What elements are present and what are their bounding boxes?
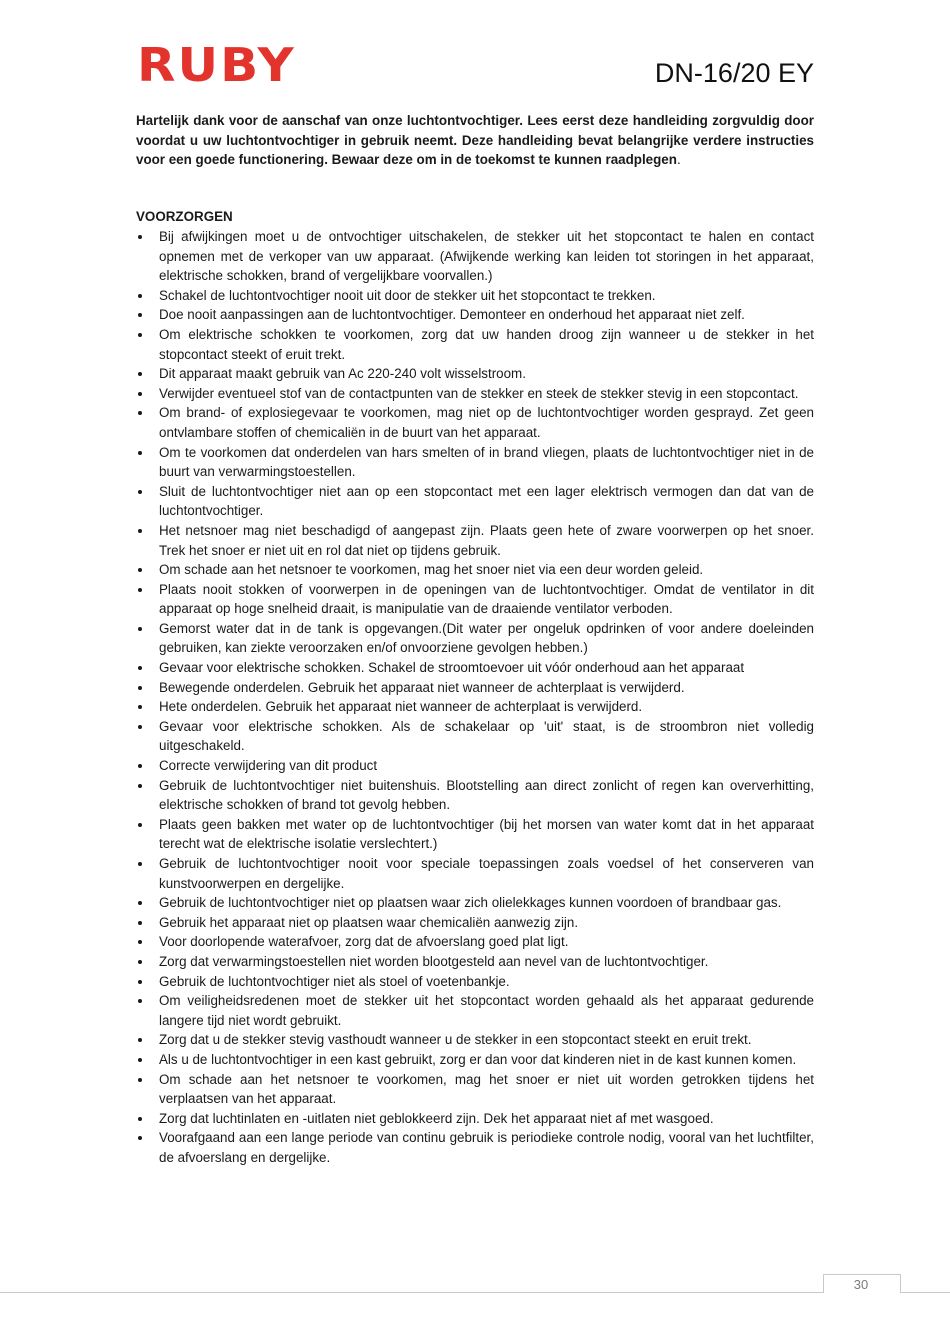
- bullet-icon: [138, 490, 142, 494]
- list-item: [136, 913, 814, 933]
- page-number: 30: [853, 1277, 869, 1292]
- list-item-text: Schakel de luchtontvochtiger nooit uit door de stekker uit het stopcontact te trekken.: [159, 287, 656, 303]
- list-item-text: Plaats geen bakken met water op de luchtontvochtiger (bij het morsen van water komt dat in het apparaat terecht wat de elektrische isolatie verslechtert.): [159, 816, 814, 852]
- list-item-text: Om te voorkomen dat onderdelen van hars smelten of in brand vliegen, plaats de luchtontvochtiger niet in de buurt van verwarmingstoestellen.: [159, 444, 814, 480]
- list-item: [136, 815, 814, 854]
- intro-paragraph: [136, 111, 814, 170]
- bullet-icon: [138, 686, 142, 690]
- bullet-icon: [138, 823, 142, 827]
- list-item-text: Als u de luchtontvochtiger in een kast gebruikt, zorg er dan voor dat kinderen niet in de kast kunnen komen.: [159, 1051, 797, 1067]
- list-item: [136, 1050, 814, 1070]
- list-item: [136, 403, 814, 442]
- bullet-icon: [138, 411, 142, 415]
- list-item: [136, 227, 814, 286]
- list-item-text: Plaats nooit stokken of voorwerpen in de openingen van de luchtontvochtiger. Omdat de ventilator in dit apparaat op hoge snelheid draait, is manipulatie van de draaiende ventilator verboden.: [159, 581, 814, 617]
- list-item-text: Bewegende onderdelen. Gebruik het apparaat niet wanneer de achterplaat is verwijderd.: [159, 679, 685, 695]
- list-item: [136, 991, 814, 1030]
- list-item-text: Gebruik de luchtontvochtiger niet als stoel of voetenbankje.: [159, 973, 510, 989]
- precautions-list: [136, 227, 814, 1168]
- list-item: [136, 932, 814, 952]
- list-item: [136, 952, 814, 972]
- bullet-icon: [138, 1038, 142, 1042]
- list-item: [136, 580, 814, 619]
- bullet-icon: [138, 1136, 142, 1140]
- list-item-text: Zorg dat u de stekker stevig vasthoudt wanneer u de stekker in een stopcontact steekt en eruit trekt.: [159, 1032, 752, 1048]
- list-item-text: Zorg dat verwarmingstoestellen niet worden blootgesteld aan nevel van de luchtontvochtiger.: [159, 953, 709, 969]
- bullet-icon: [138, 1078, 142, 1082]
- bullet-icon: [138, 725, 142, 729]
- bullet-icon: [138, 960, 142, 964]
- bullet-icon: [138, 862, 142, 866]
- bullet-icon: [138, 313, 142, 317]
- list-item: [136, 756, 814, 776]
- bullet-icon: [138, 451, 142, 455]
- list-item-text: Dit apparaat maakt gebruik van Ac 220-240 volt wisselstroom.: [159, 366, 526, 382]
- list-item: [136, 325, 814, 364]
- list-item: [136, 443, 814, 482]
- bullet-icon: [138, 235, 142, 239]
- list-item-text: Gevaar voor elektrische schokken. Als de schakelaar op 'uit' staat, is de stroombron niet volledig uitgeschakeld.: [159, 718, 814, 754]
- bullet-icon: [138, 627, 142, 631]
- list-item: [136, 305, 814, 325]
- list-item-text: Om veiligheidsredenen moet de stekker uit het stopcontact worden gehaald als het apparaat gedurende langere tijd niet wordt gebruikt.: [159, 993, 814, 1028]
- list-item: [136, 1070, 814, 1109]
- list-item: [136, 678, 814, 698]
- list-item-text: Sluit de luchtontvochtiger niet aan op een stopcontact met een lager elektrisch vermogen dan dat van de luchtontvochtiger.: [159, 483, 814, 519]
- list-item: [136, 1109, 814, 1129]
- bullet-icon: [138, 588, 142, 592]
- list-item-text: Correcte verwijdering van dit product: [159, 758, 378, 774]
- list-item: [136, 854, 814, 893]
- list-item: [136, 1030, 814, 1050]
- list-item-text: Voor doorlopende waterafvoer, zorg dat de afvoerslang goed plat ligt.: [159, 934, 569, 950]
- list-item-text: Verwijder eventueel stof van de contactpunten van de stekker en steek de stekker stevig in een stopcontact.: [159, 385, 799, 401]
- list-item-text: Gebruik de luchtontvochtiger niet buitenshuis. Blootstelling aan direct zonlicht of regen kan oververhitting, elektrische schokken of brand tot gevolg hebben.: [159, 777, 814, 813]
- list-item: [136, 972, 814, 992]
- footer-divider: [0, 1292, 950, 1293]
- bullet-icon: [138, 529, 142, 533]
- list-item: [136, 482, 814, 521]
- list-item-text: Doe nooit aanpassingen aan de luchtontvochtiger. Demonteer en onderhoud het apparaat niet zelf.: [159, 307, 745, 323]
- list-item: [136, 560, 814, 580]
- bullet-icon: [138, 1058, 142, 1062]
- list-item-text: Gebruik het apparaat niet op plaatsen waar chemicaliën aanwezig zijn.: [159, 914, 579, 930]
- bullet-icon: [138, 705, 142, 709]
- list-item: [136, 1128, 814, 1167]
- bullet-icon: [138, 999, 142, 1003]
- list-item-text: Gevaar voor elektrische schokken. Schakel de stroomtoevoer uit vóór onderhoud aan het apparaat: [159, 660, 745, 676]
- list-item: [136, 384, 814, 404]
- list-item: [136, 286, 814, 306]
- list-item-text: Voorafgaand aan een lange periode van continu gebruik is periodieke controle nodig, vooral van het luchtfilter, de afvoerslang en dergelijke.: [159, 1130, 814, 1165]
- list-item-text: Gemorst water dat in de tank is opgevangen.(Dit water per ongeluk opdrinken of voor andere doeleinden gebruiken, kan ziekte veroorzaken en/of onvoorziene gevolgen hebben.): [159, 620, 814, 656]
- list-item: [136, 893, 814, 913]
- bullet-icon: [138, 921, 142, 925]
- bullet-icon: [138, 940, 142, 944]
- list-item-text: Hete onderdelen. Gebruik het apparaat niet wanneer de achterplaat is verwijderd.: [159, 699, 643, 715]
- model-number: DN-16/20 EY: [654, 58, 814, 88]
- bullet-icon: [138, 784, 142, 788]
- bullet-icon: [138, 392, 142, 396]
- list-item-text: Gebruik de luchtontvochtiger nooit voor speciale toepassingen zoals voedsel of het conserveren van kunstvoorwerpen en dergelijke.: [159, 856, 814, 891]
- bullet-icon: [138, 1117, 142, 1121]
- list-item-text: Bij afwijkingen moet u de ontvochtiger uitschakelen, de stekker uit het stopcontact te halen en contact opnemen met de verkoper van uw apparaat. (Afwijkende werking kan leiden tot storingen in het apparaat, elektrische schokken, brand of vergelijkbare voorvallen.): [159, 229, 814, 284]
- list-item: [136, 619, 814, 658]
- list-item: [136, 658, 814, 678]
- bullet-icon: [138, 901, 142, 905]
- list-item: [136, 776, 814, 815]
- list-item-text: Gebruik de luchtontvochtiger niet op plaatsen waar zich olielekkages kunnen voordoen of brandbaar gas.: [159, 895, 782, 911]
- list-item: [136, 697, 814, 717]
- list-item-text: Om brand- of explosiegevaar te voorkomen, mag niet op de luchtontvochtiger worden gesprayd. Zet geen ontvlambare stoffen of chemicaliën in de buurt van het apparaat.: [159, 405, 814, 440]
- bullet-icon: [138, 666, 142, 670]
- intro-bold-text: Hartelijk dank voor de aanschaf van onze luchtontvochtiger. Lees eerst deze handleiding zorgvuldig door voordat u uw luchtontvochtiger in gebruik neemt. Deze handleiding bevat belangrijke verdere instructies voor een goede functionering. Bewaar deze om in de toekomst te kunnen raadplegen: [136, 113, 814, 168]
- bullet-icon: [138, 372, 142, 376]
- list-item-text: Om schade aan het netsnoer te voorkomen, mag het snoer niet via een deur worden geleid.: [159, 562, 704, 578]
- bullet-icon: [138, 980, 142, 984]
- bullet-icon: [138, 294, 142, 298]
- bullet-icon: [138, 764, 142, 768]
- bullet-icon: [138, 568, 142, 572]
- list-item-text: Om elektrische schokken te voorkomen, zorg dat uw handen droog zijn wanneer u de stekker in het stopcontact steekt of eruit trekt.: [159, 326, 814, 362]
- list-item-text: Het netsnoer mag niet beschadigd of aangepast zijn. Plaats geen hete of zware voorwerpen op het snoer. Trek het snoer er niet uit en rol dat niet op tijdens gebruik.: [159, 522, 814, 558]
- list-item-text: Om schade aan het netsnoer te voorkomen, mag het snoer er niet uit worden getrokken tijdens het verplaatsen van het apparaat.: [159, 1071, 814, 1107]
- intro-tail: .: [676, 152, 681, 168]
- list-item: [136, 364, 814, 384]
- section-title: VOORZORGEN: [136, 209, 233, 224]
- list-item-text: Zorg dat luchtinlaten en -uitlaten niet geblokkeerd zijn. Dek het apparaat niet af met wasgoed.: [159, 1110, 714, 1126]
- list-item: [136, 521, 814, 560]
- ruby-logo: RUBY: [137, 38, 296, 93]
- bullet-icon: [138, 333, 142, 337]
- list-item: [136, 717, 814, 756]
